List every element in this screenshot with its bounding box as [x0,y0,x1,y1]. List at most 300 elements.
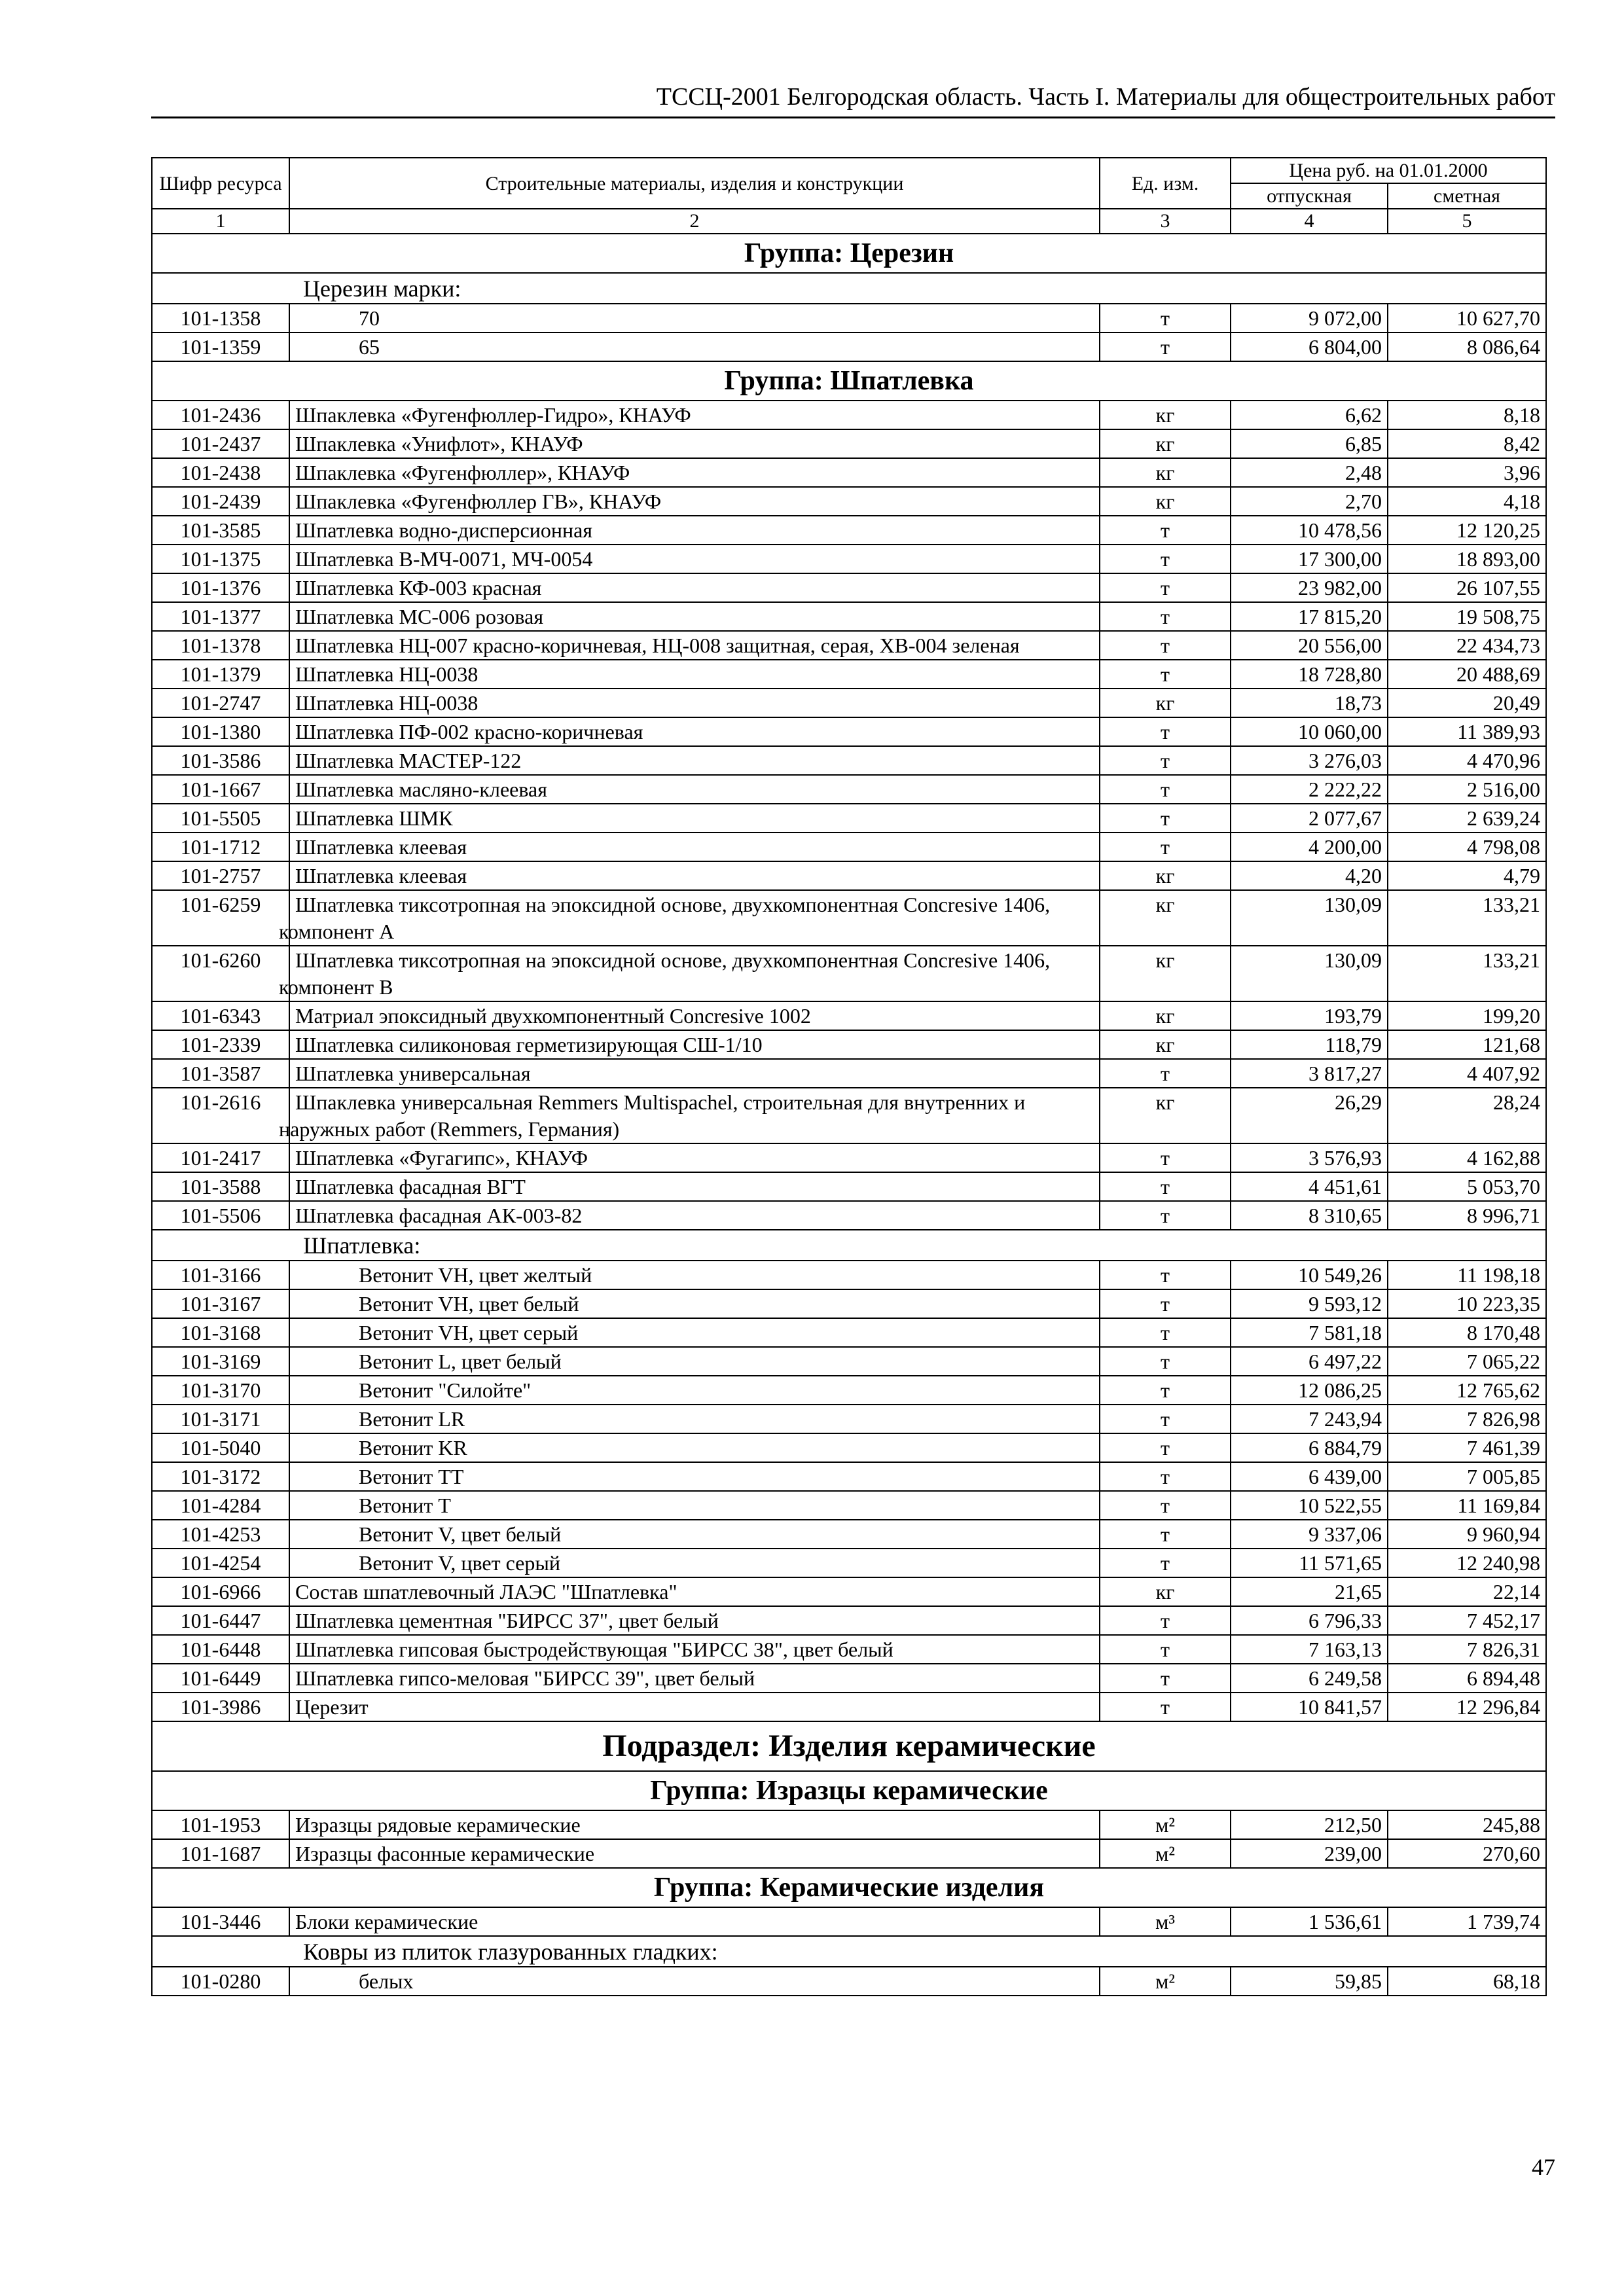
resource-code: 101-1377 [152,602,289,631]
estimate-price: 28,24 [1388,1088,1546,1143]
resource-code: 101-3587 [152,1059,289,1088]
resource-code: 101-1953 [152,1810,289,1839]
release-price: 6 497,22 [1231,1347,1388,1376]
unit-of-measure: т [1100,602,1231,631]
unit-of-measure: т [1100,1143,1231,1172]
release-price: 21,65 [1231,1577,1388,1606]
material-name-text: Шпатлевка НЦ-0038 [295,662,478,686]
estimate-price: 10 223,35 [1388,1289,1546,1318]
unit-of-measure: т [1100,775,1231,804]
unit-of-measure: м² [1100,1810,1231,1839]
group-heading-row [152,1868,1546,1907]
resource-code: 101-2439 [152,487,289,516]
unit-of-measure: кг [1100,890,1231,946]
material-name [289,1462,1100,1491]
table-row [152,1433,1546,1462]
release-price: 2 077,67 [1231,804,1388,833]
resource-code: 101-2757 [152,861,289,890]
release-price: 6 249,58 [1231,1664,1388,1693]
unit-of-measure: кг [1100,458,1231,487]
table-row [152,1664,1546,1693]
table-row [152,746,1546,775]
unit-of-measure: т [1100,660,1231,689]
table-body [152,234,1546,1996]
estimate-price: 7 826,31 [1388,1635,1546,1664]
release-price: 1 536,61 [1231,1907,1388,1936]
material-name-text: Матриал эпоксидный двухкомпонентный Concresive 1002 [295,1004,811,1028]
header-unit: Ед. изм. [1100,158,1231,209]
release-price: 18,73 [1231,689,1388,717]
table-row [152,861,1546,890]
estimate-price: 4 407,92 [1388,1059,1546,1088]
table-row [152,1462,1546,1491]
material-name [289,1405,1100,1433]
header-release-price: отпускная [1231,183,1388,209]
material-name-text: Ветонит VH, цвет серый [359,1321,579,1344]
table-row [152,1261,1546,1289]
unit-of-measure: кг [1100,1001,1231,1030]
material-name [289,746,1100,775]
material-name-text: Изразцы рядовые керамические [295,1813,581,1837]
material-name [289,458,1100,487]
unit-of-measure: т [1100,804,1231,833]
resource-code: 101-1358 [152,304,289,332]
estimate-price: 7 826,98 [1388,1405,1546,1433]
material-name [289,660,1100,689]
estimate-price: 26 107,55 [1388,573,1546,602]
estimate-price: 5 053,70 [1388,1172,1546,1201]
material-name-text: Состав шпатлевочный ЛАЭС "Шпатлевка" [295,1580,677,1604]
unit-of-measure: т [1100,545,1231,573]
estimate-price: 12 120,25 [1388,516,1546,545]
material-name [289,332,1100,361]
unit-of-measure: т [1100,304,1231,332]
table-row [152,1088,1546,1143]
table-row [152,1172,1546,1201]
estimate-price: 9 960,94 [1388,1520,1546,1549]
unit-of-measure: т [1100,1289,1231,1318]
unit-of-measure: т [1100,746,1231,775]
estimate-price: 12 240,98 [1388,1549,1546,1577]
unit-of-measure: т [1100,717,1231,746]
unit-of-measure: т [1100,1693,1231,1721]
material-name-text: Шпатлевка В-МЧ-0071, МЧ-0054 [295,547,593,571]
unit-of-measure: т [1100,833,1231,861]
resource-code: 101-4284 [152,1491,289,1520]
resource-code: 101-3586 [152,746,289,775]
release-price: 17 300,00 [1231,545,1388,573]
material-name [289,1347,1100,1376]
material-name [289,487,1100,516]
release-price: 7 581,18 [1231,1318,1388,1347]
unit-of-measure: кг [1100,861,1231,890]
material-name-text: Шпатлевка масляно-клеевая [295,778,547,801]
release-price: 4,20 [1231,861,1388,890]
release-price: 4 200,00 [1231,833,1388,861]
material-name [289,1376,1100,1405]
release-price: 2,70 [1231,487,1388,516]
material-name [289,545,1100,573]
estimate-price: 245,88 [1388,1810,1546,1839]
unit-of-measure: кг [1100,429,1231,458]
header-estimate-price: сметная [1388,183,1546,209]
table-row [152,1143,1546,1172]
unit-of-measure: кг [1100,1088,1231,1143]
table-row [152,1318,1546,1347]
estimate-price: 11 198,18 [1388,1261,1546,1289]
release-price: 212,50 [1231,1810,1388,1839]
resource-code: 101-2616 [152,1088,289,1143]
resource-code: 101-1379 [152,660,289,689]
estimate-price: 11 389,93 [1388,717,1546,746]
release-price: 3 576,93 [1231,1143,1388,1172]
col-number: 5 [1388,209,1546,234]
material-name [289,1520,1100,1549]
material-name-text: Шпатлевка клеевая [295,864,467,888]
table-header-row [152,158,1546,183]
resource-code: 101-2339 [152,1030,289,1059]
material-name [289,1201,1100,1230]
material-name-text: Шпатлевка тиксотропная на эпоксидной основе, двухкомпонентная Concresive 1406, компонент В [279,948,1051,999]
estimate-price: 4 470,96 [1388,746,1546,775]
resource-code: 101-2417 [152,1143,289,1172]
material-name [289,1030,1100,1059]
material-name-text: Шпатлевка фасадная АК-003-82 [295,1204,583,1227]
material-name [289,1261,1100,1289]
material-name [289,429,1100,458]
header-name: Строительные материалы, изделия и конструкции [289,158,1100,209]
table-row [152,1289,1546,1318]
material-name-text: Шпатлевка НЦ-007 красно-коричневая, НЦ-008 защитная, серая, ХВ-004 зеленая [295,634,1020,657]
resource-code: 101-5505 [152,804,289,833]
material-name-text: Шпатлевка МАСТЕР-122 [295,749,522,772]
table-row [152,717,1546,746]
material-name [289,833,1100,861]
estimate-price: 8 996,71 [1388,1201,1546,1230]
table-row [152,602,1546,631]
release-price: 59,85 [1231,1967,1388,1996]
material-name-text: Шпаклевка «Фугенфюллер-Гидро», КНАУФ [295,403,691,427]
unit-of-measure: т [1100,1376,1231,1405]
material-name [289,401,1100,429]
resource-code: 101-6966 [152,1577,289,1606]
col-number: 3 [1100,209,1231,234]
table-row [152,401,1546,429]
unit-of-measure: т [1100,516,1231,545]
table-row [152,1201,1546,1230]
table-row [152,1376,1546,1405]
resource-code: 101-2747 [152,689,289,717]
unit-of-measure: т [1100,1318,1231,1347]
table-row [152,1839,1546,1868]
group-heading-row [152,361,1546,401]
release-price: 6,85 [1231,429,1388,458]
resource-code: 101-6448 [152,1635,289,1664]
material-name-text: 65 [359,335,380,359]
material-name-text: Шпатлевка ПФ-002 красно-коричневая [295,720,643,744]
material-name [289,602,1100,631]
resource-code: 101-3986 [152,1693,289,1721]
table-row [152,1635,1546,1664]
table-row [152,689,1546,717]
release-price: 239,00 [1231,1839,1388,1868]
estimate-price: 22,14 [1388,1577,1546,1606]
release-price: 3 817,27 [1231,1059,1388,1088]
estimate-price: 6 894,48 [1388,1664,1546,1693]
table-row [152,1030,1546,1059]
unit-of-measure: кг [1100,487,1231,516]
material-name-text: Блоки керамические [295,1910,478,1933]
estimate-price: 4 162,88 [1388,1143,1546,1172]
material-name [289,1549,1100,1577]
release-price: 6 439,00 [1231,1462,1388,1491]
estimate-price: 270,60 [1388,1839,1546,1868]
material-name-text: Ветонит "Силойте" [359,1378,532,1402]
resource-code: 101-6447 [152,1606,289,1635]
resource-code: 101-6259 [152,890,289,946]
estimate-price: 20 488,69 [1388,660,1546,689]
estimate-price: 18 893,00 [1388,545,1546,573]
material-name [289,1839,1100,1868]
release-price: 26,29 [1231,1088,1388,1143]
material-name [289,573,1100,602]
table-row [152,516,1546,545]
material-name-text: Шпатлевка клеевая [295,835,467,859]
table-row [152,1001,1546,1030]
estimate-price: 8 086,64 [1388,332,1546,361]
estimate-price: 7 452,17 [1388,1606,1546,1635]
estimate-price: 20,49 [1388,689,1546,717]
page-number: 47 [1532,2154,1555,2180]
release-price: 7 163,13 [1231,1635,1388,1664]
unit-of-measure: т [1100,1347,1231,1376]
resource-code: 101-5040 [152,1433,289,1462]
material-name [289,1433,1100,1462]
resource-code: 101-2437 [152,429,289,458]
material-name-text: Ветонит V, цвет белый [359,1522,562,1546]
release-price: 10 549,26 [1231,1261,1388,1289]
table-row [152,660,1546,689]
resource-code: 101-1359 [152,332,289,361]
material-name [289,1810,1100,1839]
material-name-text: белых [359,1969,414,1993]
material-name [289,1907,1100,1936]
material-name [289,1635,1100,1664]
unit-of-measure: т [1100,332,1231,361]
resource-code: 101-6449 [152,1664,289,1693]
group-heading-row [152,234,1546,273]
material-name-text: Шпатлевка гипсовая быстродействующая "БИРСС 38", цвет белый [295,1638,893,1661]
resource-code: 101-3169 [152,1347,289,1376]
material-name-text: Шпатлевка силиконовая герметизирующая СШ-1/10 [295,1033,763,1056]
estimate-price: 12 765,62 [1388,1376,1546,1405]
table-row [152,890,1546,946]
unit-of-measure: т [1100,1549,1231,1577]
material-name-text: Церезит [295,1695,369,1719]
material-name-text: Шпатлевка «Фугагипс», КНАУФ [295,1146,588,1170]
material-name [289,1967,1100,1996]
material-name-text: Шпаклевка «Фугенфюллер ГВ», КНАУФ [295,490,662,513]
material-name-text: Шпатлевка фасадная ВГТ [295,1175,526,1198]
unit-of-measure: т [1100,1606,1231,1635]
subsection-heading: Подраздел: Изделия керамические [152,1721,1546,1771]
estimate-price: 2 516,00 [1388,775,1546,804]
estimate-price: 121,68 [1388,1030,1546,1059]
table-row [152,1405,1546,1433]
material-name-text: Шпатлевка НЦ-0038 [295,691,478,715]
unit-of-measure: т [1100,573,1231,602]
header-price: Цена руб. на 01.01.2000 [1231,158,1546,183]
table-row [152,1967,1546,1996]
material-name [289,1664,1100,1693]
resource-code: 101-3166 [152,1261,289,1289]
unit-of-measure: т [1100,1433,1231,1462]
unit-of-measure: т [1100,1635,1231,1664]
estimate-price: 133,21 [1388,946,1546,1001]
resource-code: 101-3446 [152,1907,289,1936]
release-price: 11 571,65 [1231,1549,1388,1577]
resource-code: 101-3585 [152,516,289,545]
material-name-text: Ветонит ТТ [359,1465,464,1488]
col-number: 4 [1231,209,1388,234]
resource-code: 101-3588 [152,1172,289,1201]
resource-code: 101-3170 [152,1376,289,1405]
table-row [152,1549,1546,1577]
release-price: 2 222,22 [1231,775,1388,804]
material-name-text: Изразцы фасонные керамические [295,1842,595,1865]
unit-of-measure: т [1100,1462,1231,1491]
subsection-heading-row [152,1721,1546,1771]
subgroup-heading: Шпатлевка: [152,1230,1546,1261]
unit-of-measure: кг [1100,946,1231,1001]
release-price: 130,09 [1231,890,1388,946]
release-price: 18 728,80 [1231,660,1388,689]
release-price: 9 593,12 [1231,1289,1388,1318]
material-name [289,1693,1100,1721]
release-price: 23 982,00 [1231,573,1388,602]
material-name [289,1289,1100,1318]
material-name-text: Ветонит KR [359,1436,467,1460]
release-price: 8 310,65 [1231,1201,1388,1230]
estimate-price: 8,18 [1388,401,1546,429]
material-name [279,1088,1100,1143]
estimate-price: 10 627,70 [1388,304,1546,332]
table-row [152,429,1546,458]
unit-of-measure: т [1100,1172,1231,1201]
estimate-price: 68,18 [1388,1967,1546,1996]
material-name-text: Шпатлевка ШМК [295,806,453,830]
table-row [152,775,1546,804]
col-number: 2 [289,209,1100,234]
unit-of-measure: кг [1100,401,1231,429]
estimate-price: 199,20 [1388,1001,1546,1030]
table-row [152,545,1546,573]
release-price: 193,79 [1231,1001,1388,1030]
material-name [289,1143,1100,1172]
subgroup-heading-row [152,1230,1546,1261]
estimate-price: 4 798,08 [1388,833,1546,861]
resource-code: 101-6343 [152,1001,289,1030]
estimate-price: 7 005,85 [1388,1462,1546,1491]
group-heading: Группа: Изразцы керамические [152,1771,1546,1810]
release-price: 4 451,61 [1231,1172,1388,1201]
running-header [151,79,1555,118]
table-row [152,1577,1546,1606]
material-name-text: Шпатлевка МС-006 розовая [295,605,544,628]
resource-code: 101-1375 [152,545,289,573]
resource-code: 101-1687 [152,1839,289,1868]
estimate-price: 19 508,75 [1388,602,1546,631]
estimate-price: 12 296,84 [1388,1693,1546,1721]
material-name [289,1491,1100,1520]
table-row [152,1693,1546,1721]
resource-code: 101-3168 [152,1318,289,1347]
resource-code: 101-1712 [152,833,289,861]
table-row [152,1810,1546,1839]
resource-code: 101-4253 [152,1520,289,1549]
resource-code: 101-4254 [152,1549,289,1577]
unit-of-measure: м² [1100,1839,1231,1868]
material-name [289,717,1100,746]
release-price: 3 276,03 [1231,746,1388,775]
material-name [289,1606,1100,1635]
release-price: 6 796,33 [1231,1606,1388,1635]
material-name-text: Ветонит VH, цвет желтый [359,1263,592,1287]
material-name [289,516,1100,545]
material-name-text: Ветонит L, цвет белый [359,1350,562,1373]
table-row [152,833,1546,861]
release-price: 12 086,25 [1231,1376,1388,1405]
table-row [152,332,1546,361]
material-name [289,689,1100,717]
estimate-price: 1 739,74 [1388,1907,1546,1936]
estimate-price: 22 434,73 [1388,631,1546,660]
price-table [151,157,1547,1996]
table-row [152,946,1546,1001]
unit-of-measure: кг [1100,1577,1231,1606]
estimate-price: 4,79 [1388,861,1546,890]
resource-code: 101-2438 [152,458,289,487]
resource-code: 101-2436 [152,401,289,429]
material-name-text: Шпаклевка «Унифлот», КНАУФ [295,432,583,456]
unit-of-measure: м³ [1100,1907,1231,1936]
release-price: 6 804,00 [1231,332,1388,361]
table-row [152,1059,1546,1088]
subgroup-heading-row [152,1936,1546,1967]
release-price: 17 815,20 [1231,602,1388,631]
material-name-text: Шпатлевка гипсо-меловая "БИРСС 39", цвет белый [295,1666,755,1690]
subgroup-heading: Церезин марки: [152,273,1546,304]
unit-of-measure: т [1100,1520,1231,1549]
estimate-price: 2 639,24 [1388,804,1546,833]
estimate-price: 133,21 [1388,890,1546,946]
release-price: 6 884,79 [1231,1433,1388,1462]
material-name-text: Шпаклевка универсальная Remmers Multispachel, строительная для внутренних и наружных работ (Remmers, Германия) [279,1090,1026,1141]
material-name [289,1318,1100,1347]
table-row [152,631,1546,660]
material-name-text: Шпатлевка тиксотропная на эпоксидной основе, двухкомпонентная Concresive 1406, компонент А [279,893,1051,943]
col-number: 1 [152,209,289,234]
resource-code: 101-6260 [152,946,289,1001]
release-price: 10 060,00 [1231,717,1388,746]
material-name [289,804,1100,833]
material-name [289,1059,1100,1088]
subgroup-heading: Ковры из плиток глазурованных гладких: [152,1936,1546,1967]
unit-of-measure: м² [1100,1967,1231,1996]
table-row [152,1907,1546,1936]
material-name-text: Ветонит VH, цвет белый [359,1292,579,1316]
unit-of-measure: т [1100,1491,1231,1520]
